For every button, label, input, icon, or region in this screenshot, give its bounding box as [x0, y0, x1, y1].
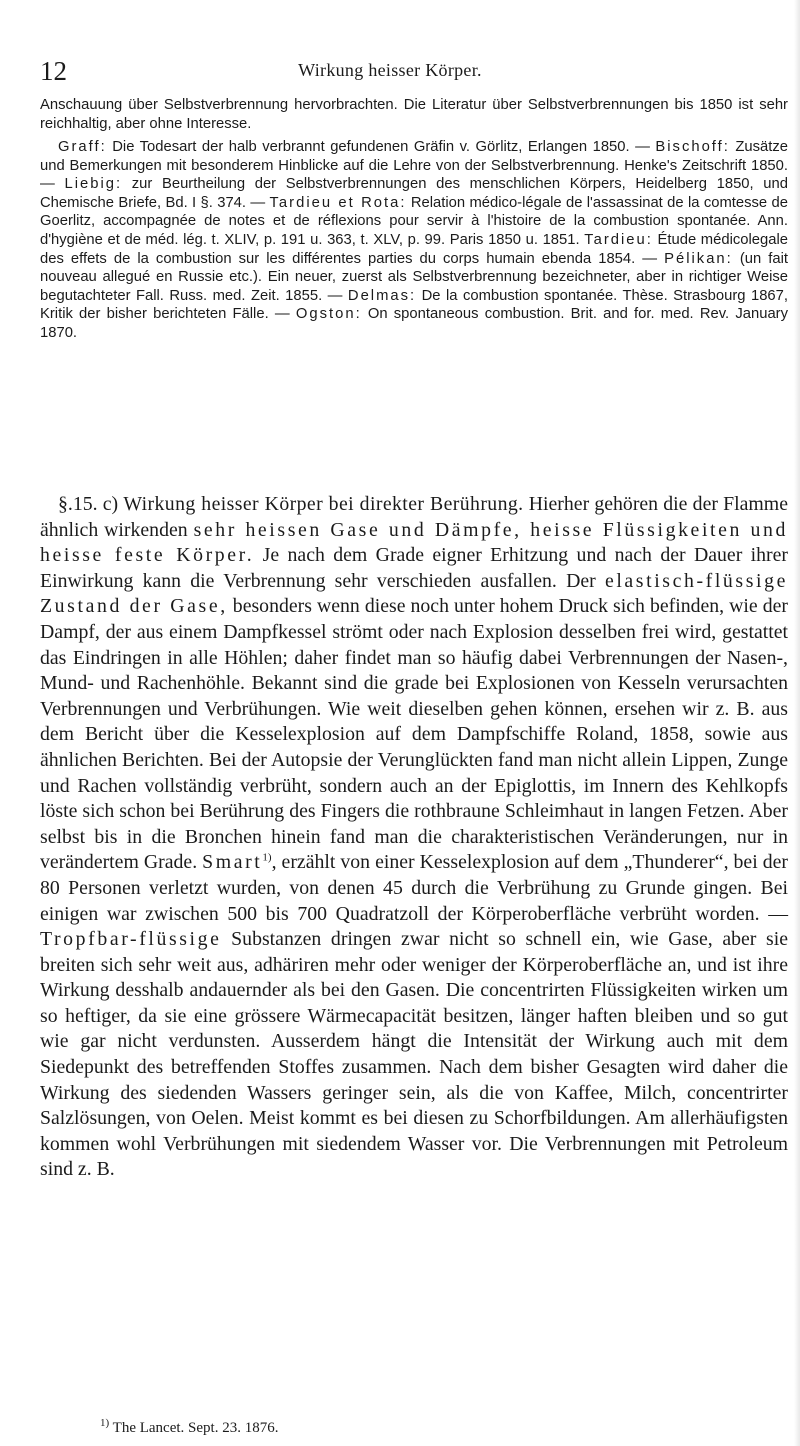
emphasis-elastic-state: elastisch-flüssige Zustand der Gase,	[40, 569, 788, 618]
author-tardieu: Tardieu:	[584, 231, 653, 248]
ref-tardieu: Étude médicolegale des effets de la combustion sur les différentes parties du corps humain ebenda 1854. —	[40, 231, 788, 267]
ref-liebig: zur Beurtheilung der Selbstverbrennungen des menschlichen Körpers, Heidelberg 1850, und Chemische Briefe, Bd. I §. 374. —	[40, 176, 788, 211]
ref-delmas: De la combustion spontanée. Thèse. Strasbourg 1867, Kritik der bisher berichteten Fälle. —	[40, 287, 788, 323]
emphasis-hot-gases: sehr heissen Gase und Dämpfe, heisse Flüssigkeiten und heisse feste Körper.	[40, 518, 788, 567]
footnote-marker: 1)	[100, 1417, 110, 1429]
section-number: §.15. c)	[58, 493, 124, 515]
body-text-1: Hierher gehören die der Flamme ähnlich wirkenden	[40, 493, 788, 541]
author-delmas: Delmas:	[347, 287, 417, 304]
emphasis-liquid: Tropfbar-flüssige	[40, 928, 222, 951]
author-liebig: Liebig:	[64, 176, 123, 193]
footnote	[100, 1419, 278, 1437]
ref-tardieu-rota: Relation médico-légale de l'assassinat de la comtesse de Goerlitz, accompagnée de notes et de réflexions pour servir à l'histoire de la combustion spontanée. Ann. d'hygiène et de méd. lég. t. XLIV, p. 191 u. 363, t. XLV, p. 99. Paris 1850 u. 1851.	[40, 194, 788, 248]
page-edge-shadow	[794, 0, 800, 1446]
author-pelikan: Pélikan:	[664, 250, 733, 267]
page-number: 12	[40, 56, 67, 86]
running-head: Wirkung heisser Körper.	[298, 60, 482, 80]
author-graff: Graff:	[58, 139, 107, 155]
ref-pelikan: (un fait nouveau allegué en Russie etc.). Ein neuer, zuerst als Selbstverbrennung bezeichneter, aber in richtiger Weise begutachteter Fall. Russ. med. Zeit. 1855. —	[40, 250, 788, 304]
ref-graff: Die Todesart der halb verbrannt gefundenen Gräfin v. Görlitz, Erlangen 1850. —	[106, 139, 656, 155]
body-text-2: Je nach dem Grade eigner Erhitzung und nach der Dauer ihrer Einwirkung kann die Verbrennung sehr verschieden ausfallen. Der	[40, 544, 788, 592]
page-header	[40, 56, 740, 86]
intro-paragraph: Anschauung über Selbstverbrennung hervorbrachten. Die Literatur über Selbstverbrennungen bis 1850 ist sehr reichhaltig, aber ohne Interesse.	[40, 97, 788, 132]
author-smart: Smart	[202, 851, 263, 874]
author-tardieu-rota: Tardieu et Rota:	[269, 194, 407, 211]
footnote-reference[interactable]: 1)	[262, 851, 272, 864]
literature-paragraph	[40, 138, 788, 343]
section-15-body	[40, 492, 788, 1183]
footnote-text: The Lancet. Sept. 23. 1876.	[109, 1420, 279, 1436]
body-text-4: , erzählt von einer Kesselexplosion auf dem „Thunderer“, bei der 80 Personen verletzt wurden, von denen 45 durch die Verbrühung zu Grunde gingen. Bei einigen war zwischen 500 bis 700 Quadratzoll der Körperoberfläche verbrüht worden. —	[40, 851, 788, 925]
body-text-5: Substanzen dringen zwar nicht so schnell ein, wie Gase, aber sie breiten sich sehr weit aus, adhäriren mehr oder weniger der Körperoberfläche an, und ist ihre Wirkung desshalb andauernder als bei den Gasen. Die concentrirten Flüssigkeiten wirken um so heftiger, da sie eine grössere Wärmecapacität besitzen, länger haften bleiben und so gut wie gar nicht verdunsten. Ausserdem hängt die Intensität der Wirkung auch mit dem Siedepunkt des betreffenden Stoffes zusammen. Nach dem bisher Gesagten wird daher die Wirkung des siedenden Wassers geringer sein, als die von Kaffee, Milch, concentrirter Salzlösungen, von Oelen. Meist kommt es bei diesen zu Schorfbildungen. Am allerhäufigsten kommen wohl Verbrühungen mit siedendem Wasser vor. Die Verbrennungen mit Petroleum sind z. B.	[40, 928, 788, 1181]
author-ogston: Ogston:	[295, 306, 362, 323]
section-heading: Wirkung heisser Körper bei direkter Berührung.	[123, 493, 524, 515]
ref-ogston: On spontaneous combustion. Brit. and for. med. Rev. January 1870.	[40, 306, 788, 341]
author-bischoff: Bischoff:	[655, 139, 730, 155]
body-text-3: besonders wenn diese noch unter hohem Druck sich befinden, wie der Dampf, der aus einem Dampfkessel strömt oder nach Explosion desselben frei wird, gestattet das Eindringen in alle Höhlen; daher findet man so häufig dabei Verbrennungen der Nasen-, Mund- und Rachenhöhle. Bekannt sind die grade bei Explosionen von Kesseln verursachten Verbrennungen und Verbrühungen. Wie weit dieselben gehen können, ersehen wir z. B. aus dem Bericht über die Kesselexplosion auf dem Dampfschiffe Roland, 1858, sowie aus ähnlichen Berichten. Bei der Autopsie der Verunglückten fand man nicht allein Lippen, Zunge und Rachen vollständig verbrüht, sondern auch an der Epiglottis, im Innern des Kehlkopfs löste sich schon bei Berührung des Fingers die rothbraune Schleimhaut in langen Fetzen. Aber selbst bis in die Bronchen hinein fand man die charakteristischen Veränderungen, nur in verändertem Grade.	[40, 595, 788, 874]
ref-bischoff: Zusätze und Bemerkungen mit besonderem Hinblicke auf die Lehre von der Selbstverbrennung. Henke's Zeitschrift 1850. —	[40, 139, 788, 193]
